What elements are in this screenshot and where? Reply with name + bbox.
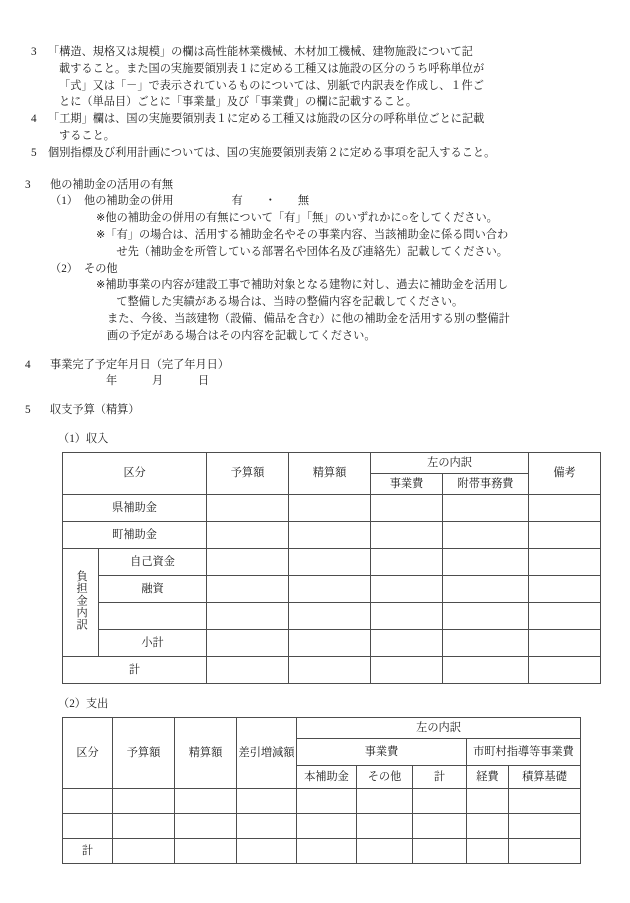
vertical-label-text: 負担金内訳 bbox=[75, 569, 88, 631]
expense-header-total: 計 bbox=[413, 765, 467, 788]
choice-yes[interactable]: 有 bbox=[231, 195, 243, 208]
expense-header-difference: 差引増減額 bbox=[237, 717, 297, 788]
expense-cell-other[interactable] bbox=[357, 813, 413, 838]
note-number: 4 bbox=[31, 113, 37, 126]
note-marker: ※ bbox=[96, 279, 106, 292]
note-text: 他の補助金の併用の有無について「有」「無」のいずれかに○をしてください。 bbox=[105, 212, 498, 225]
income-cell-settlement[interactable] bbox=[289, 629, 371, 656]
income-header-settlement: 精算額 bbox=[289, 452, 371, 494]
income-table-body bbox=[63, 494, 601, 683]
expense-cell-main-subsidy[interactable] bbox=[297, 813, 357, 838]
income-cell-remarks[interactable] bbox=[529, 548, 601, 575]
choice-separator: ・ bbox=[264, 195, 276, 208]
income-row-label: 小計 bbox=[99, 629, 207, 656]
income-header-budget: 予算額 bbox=[207, 452, 289, 494]
note-line: 個別指標及び利用計画については、国の実施要領別表第２に定める事項を記入すること。 bbox=[48, 146, 496, 159]
section-body bbox=[50, 177, 608, 345]
combined-use-line bbox=[84, 193, 608, 210]
note-line: 画の予定がある場合はその内容を記載してください。 bbox=[107, 329, 376, 342]
combined-use-label: 他の補助金の併用 bbox=[84, 195, 174, 208]
note-number: 5 bbox=[31, 146, 37, 159]
expense-header-basis: 積算基礎 bbox=[509, 765, 581, 788]
table-row bbox=[63, 548, 601, 575]
date-month-label[interactable]: 月 bbox=[152, 375, 164, 388]
income-cell-business-cost[interactable] bbox=[371, 548, 443, 575]
table-row bbox=[63, 521, 601, 548]
income-cell-settlement[interactable] bbox=[289, 521, 371, 548]
expense-cell-budget[interactable] bbox=[113, 788, 175, 813]
income-header-breakdown: 左の内訳 bbox=[371, 452, 529, 473]
expense-header-municipal-cost: 市町村指導等事業費 bbox=[467, 738, 581, 765]
section-number: 5 bbox=[25, 404, 31, 417]
note-item bbox=[22, 145, 608, 162]
table-row bbox=[63, 656, 601, 683]
income-cell-remarks[interactable] bbox=[529, 602, 601, 629]
income-cell-business-cost[interactable] bbox=[371, 494, 443, 521]
instruction-note bbox=[84, 210, 608, 227]
income-cell-remarks[interactable] bbox=[529, 521, 601, 548]
income-cell-business-cost[interactable] bbox=[371, 629, 443, 656]
expense-cell-total[interactable] bbox=[413, 788, 467, 813]
income-cell-incidental-cost[interactable] bbox=[443, 548, 529, 575]
expense-cell-other[interactable] bbox=[357, 838, 413, 863]
note-line: すること。 bbox=[59, 129, 115, 142]
subsection-number: （2） bbox=[50, 262, 78, 275]
note-body bbox=[48, 111, 608, 145]
income-cell-budget[interactable] bbox=[207, 548, 289, 575]
expense-cell-expenses[interactable] bbox=[467, 788, 509, 813]
section-number: 4 bbox=[25, 358, 31, 371]
income-cell-business-cost[interactable] bbox=[371, 575, 443, 602]
income-cell-incidental-cost[interactable] bbox=[443, 521, 529, 548]
income-cell-incidental-cost[interactable] bbox=[443, 575, 529, 602]
expense-header-other: その他 bbox=[357, 765, 413, 788]
expense-cell-settlement[interactable] bbox=[175, 788, 237, 813]
income-cell-budget[interactable] bbox=[207, 602, 289, 629]
income-table-head bbox=[63, 452, 601, 494]
table-row bbox=[63, 629, 601, 656]
note-body bbox=[48, 44, 608, 111]
subsection-label: その他 bbox=[84, 262, 118, 275]
expense-cell-difference[interactable] bbox=[237, 788, 297, 813]
income-cell-incidental-cost[interactable] bbox=[443, 494, 529, 521]
income-cell-remarks[interactable] bbox=[529, 575, 601, 602]
income-cell-settlement[interactable] bbox=[289, 494, 371, 521]
table-row bbox=[63, 788, 581, 813]
section-title: 他の補助金の活用の有無 bbox=[50, 178, 174, 191]
instruction-note bbox=[84, 311, 608, 345]
note-number: 3 bbox=[31, 46, 37, 58]
table-row bbox=[63, 602, 601, 629]
note-line: 「工期」欄は、国の実施要領別表１に定める工種又は施設の区分の呼称単位ごとに記載 bbox=[48, 113, 485, 126]
income-cell-settlement[interactable] bbox=[289, 602, 371, 629]
note-line: て整備した実績がある場合は、当時の整備内容を記載してください。 bbox=[116, 296, 464, 309]
note-line: とに（単品目）ごとに「事業量」及び「事業費」の欄に記載すること。 bbox=[59, 96, 418, 109]
expense-cell-main-subsidy[interactable] bbox=[297, 838, 357, 863]
expense-cell-other[interactable] bbox=[357, 788, 413, 813]
income-cell-business-cost[interactable] bbox=[371, 521, 443, 548]
choice-no[interactable]: 無 bbox=[297, 195, 310, 208]
expense-table-head bbox=[63, 717, 581, 788]
subsection-body bbox=[84, 193, 608, 260]
income-cell-business-cost[interactable] bbox=[371, 656, 443, 683]
section-body bbox=[50, 357, 608, 391]
expense-table-body bbox=[63, 788, 581, 863]
note-text bbox=[96, 311, 608, 345]
expense-cell-budget[interactable] bbox=[113, 813, 175, 838]
subsection-other bbox=[50, 261, 608, 345]
expense-header-budget: 予算額 bbox=[113, 717, 175, 788]
subsection-number: （1） bbox=[50, 195, 78, 208]
subsection-body bbox=[84, 261, 608, 345]
expense-cell-difference[interactable] bbox=[237, 813, 297, 838]
income-cell-budget[interactable] bbox=[207, 575, 289, 602]
income-header-remarks: 備考 bbox=[529, 452, 601, 494]
expense-header-business-cost: 事業費 bbox=[297, 738, 467, 765]
income-vertical-group-label bbox=[63, 548, 99, 656]
note-line: また、今後、当該建物（設備、備品を含む）に他の補助金を活用する別の整備計 bbox=[107, 312, 510, 325]
income-table bbox=[62, 452, 601, 684]
income-cell-incidental-cost[interactable] bbox=[443, 629, 529, 656]
expense-header-main-subsidy: 本補助金 bbox=[297, 765, 357, 788]
section-number: 3 bbox=[25, 178, 31, 191]
expense-cell-basis[interactable] bbox=[509, 838, 581, 863]
expense-cell-basis[interactable] bbox=[509, 788, 581, 813]
table-row bbox=[63, 838, 581, 863]
income-cell-budget[interactable] bbox=[207, 521, 289, 548]
section-title: 事業完了予定年月日（完了年月日） bbox=[50, 358, 230, 371]
note-marker: ※ bbox=[96, 212, 106, 225]
date-entry-line bbox=[50, 373, 608, 390]
income-header-incidental-cost: 附帯事務費 bbox=[443, 473, 529, 494]
expense-cell-main-subsidy[interactable] bbox=[297, 788, 357, 813]
note-line: 補助事業の内容が建設工事で補助対象となる建物に対し、過去に補助金を活用し bbox=[105, 279, 509, 292]
subsection-combined-use bbox=[50, 193, 608, 260]
table-row bbox=[63, 494, 601, 521]
expense-row-label-total: 計 bbox=[63, 838, 113, 863]
expense-header-kubun: 区分 bbox=[63, 717, 113, 788]
income-cell-budget[interactable] bbox=[207, 494, 289, 521]
income-header-kubun: 区分 bbox=[63, 452, 207, 494]
section-completion-date bbox=[22, 357, 608, 391]
income-table-label: （1）収入 bbox=[58, 432, 109, 445]
table-row bbox=[63, 813, 581, 838]
income-cell-settlement[interactable] bbox=[289, 575, 371, 602]
expense-cell-expenses[interactable] bbox=[467, 813, 509, 838]
income-cell-business-cost[interactable] bbox=[371, 602, 443, 629]
table-row bbox=[63, 575, 601, 602]
expense-cell-basis[interactable] bbox=[509, 813, 581, 838]
section-body bbox=[50, 402, 608, 419]
note-body bbox=[48, 145, 608, 162]
income-cell-incidental-cost[interactable] bbox=[443, 602, 529, 629]
income-row-label: 自己資金 bbox=[99, 548, 207, 575]
note-line: 「式」又は「－」で表示されているものについては、別紙で内訳表を作成し、１件ご bbox=[59, 79, 484, 92]
note-item bbox=[22, 44, 608, 111]
income-cell-incidental-cost[interactable] bbox=[443, 656, 529, 683]
section-other-subsidy bbox=[22, 177, 608, 345]
expense-cell-budget[interactable] bbox=[113, 838, 175, 863]
income-cell-budget[interactable] bbox=[207, 629, 289, 656]
expense-cell-settlement[interactable] bbox=[175, 813, 237, 838]
date-day-label[interactable]: 日 bbox=[198, 375, 210, 388]
note-text bbox=[105, 277, 608, 311]
expense-cell-settlement[interactable] bbox=[175, 838, 237, 863]
expense-header-breakdown: 左の内訳 bbox=[297, 717, 581, 738]
income-row-label: 県補助金 bbox=[63, 494, 207, 521]
notes-list bbox=[22, 44, 608, 162]
expense-cell-total[interactable] bbox=[413, 813, 467, 838]
income-row-label[interactable] bbox=[99, 602, 207, 629]
note-item bbox=[22, 111, 608, 145]
instruction-note bbox=[84, 277, 608, 311]
note-text bbox=[105, 227, 608, 261]
expense-row-label[interactable] bbox=[63, 813, 113, 838]
section-title: 収支予算（精算） bbox=[50, 404, 140, 417]
note-line: せ先（補助金を所管している部署名や団体名及び連絡先）記載してください。 bbox=[116, 245, 508, 258]
note-marker: ※ bbox=[96, 228, 106, 241]
income-cell-budget[interactable] bbox=[207, 656, 289, 683]
date-year-label[interactable]: 年 bbox=[106, 375, 118, 388]
income-header-business-cost: 事業費 bbox=[371, 473, 443, 494]
note-line: 載すること。また国の実施要領別表１に定める工種又は施設の区分のうち呼称単位が bbox=[59, 62, 485, 75]
expense-row-label[interactable] bbox=[63, 788, 113, 813]
income-cell-remarks[interactable] bbox=[529, 656, 601, 683]
note-line: 「有」の場合は、活用する補助金名やその事業内容、当該補助金に係る問い合わ bbox=[105, 228, 509, 241]
expense-header-settlement: 精算額 bbox=[175, 717, 237, 788]
expense-cell-expenses[interactable] bbox=[467, 838, 509, 863]
instruction-note bbox=[84, 227, 608, 261]
expense-table-label: （2）支出 bbox=[58, 697, 109, 710]
expense-header-expenses: 経費 bbox=[467, 765, 509, 788]
note-line: 「構造、規格又は規模」の欄は高性能林業機械、木材加工機械、建物施設について記 bbox=[48, 46, 473, 58]
income-row-label: 町補助金 bbox=[63, 521, 207, 548]
income-cell-settlement[interactable] bbox=[289, 656, 371, 683]
income-row-label: 融資 bbox=[99, 575, 207, 602]
income-row-label-total: 計 bbox=[63, 656, 207, 683]
expense-table bbox=[62, 717, 581, 864]
expense-cell-difference[interactable] bbox=[237, 838, 297, 863]
income-cell-remarks[interactable] bbox=[529, 494, 601, 521]
section-budget bbox=[22, 402, 608, 419]
income-cell-remarks[interactable] bbox=[529, 629, 601, 656]
income-cell-settlement[interactable] bbox=[289, 548, 371, 575]
expense-cell-total[interactable] bbox=[413, 838, 467, 863]
